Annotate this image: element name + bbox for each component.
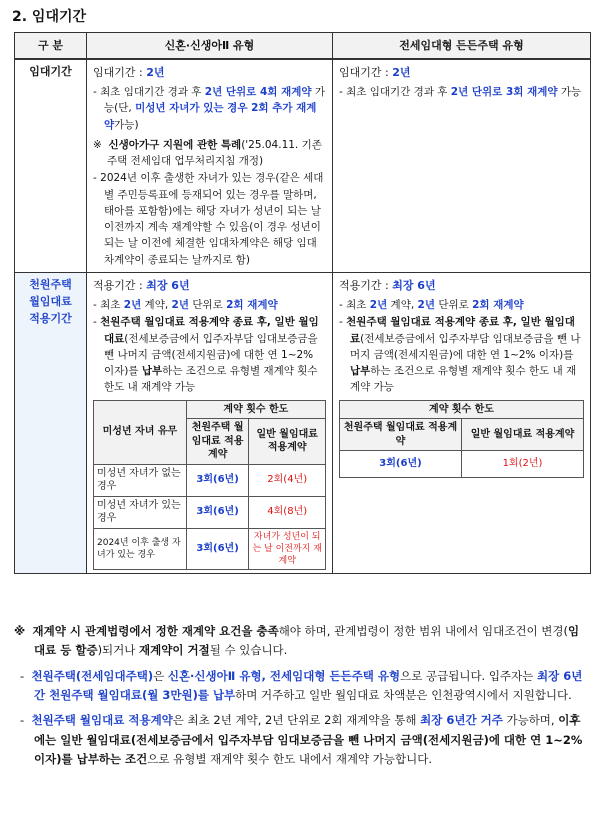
sub-header-minor-child: 미성년 자녀 유무 [94, 400, 187, 464]
note-renewal-requirement: ※ 재계약 시 관계법령에서 정한 재계약 요건을 충족해야 하며, 관계법령이 정한 범위 내에서 임대조건이 변경(임대료 등 할증)되거나 재계약이 거절될 수 있습니다. [14, 624, 580, 658]
lease-period-lead: 임대기간 : 2년 [93, 66, 165, 80]
apply-period-lead: 적용기간 : 최장 6년 [339, 279, 436, 293]
sub-header-general: 일반 월임대료 적용계약 [249, 419, 326, 465]
table-header-row [15, 33, 591, 60]
lease-period-lead: 임대기간 : 2년 [339, 66, 411, 80]
cell-jeonse-rent-period [333, 273, 591, 574]
cell-jeonse-lease-period [333, 59, 591, 272]
sub-header-group: 계약 횟수 한도 [340, 400, 584, 419]
newborn-special-note: ※ 신생아가구 지원에 관한 특례('25.04.11. 기존주택 전세임대 업무처리지침 개정) [93, 138, 322, 168]
contract-rule: - 최초 2년 계약, 2년 단위로 2회 재계약 [93, 299, 278, 312]
header-jeonse-type: 전세임대형 든든주택 유형 [333, 33, 591, 60]
sub-header-general: 일반 월임대료 적용계약 [462, 419, 584, 451]
contract-limit-table [93, 400, 326, 570]
section-title: 2. 임대기간 [12, 9, 87, 25]
sub-header-group: 계약 횟수 한도 [186, 400, 325, 419]
after-contract-rule: - 천원주택 월임대료 적용계약 종료 후, 일반 월임대료(전세보증금에서 입주자부담 임대보증금을 뺀 나머지 금액(전세지원금)에 대한 연 1~2% 이자)를 납부하는 조건으로 유형별 재계약 횟수 한도 내 재계약 가능 [339, 316, 581, 394]
contract-rule: - 최초 2년 계약, 2년 단위로 2회 재계약 [339, 299, 524, 312]
table-row: 2024년 이후 출생 자녀가 있는 경우 3회(6년) 자녀가 성년이 되는 날 이전까지 재계약 [94, 528, 326, 569]
newborn-special-rule: - 2024년 이후 출생한 자녀가 있는 경우(같은 세대별 주민등록표에 등재되어 있는 경우를 말하며, 태아를 포함함)에는 해당 자녀가 성년이 되는 날 이전까지 계속 재계약할 수 있음(이 경우 성년이 되는 날 이전에 체결한 임대차계약은 해당 임대차계약이 종료되는 날까지로 함) [93, 172, 324, 266]
table-row: 3회(6년) 1회(2년) [340, 451, 584, 478]
contract-limit-table [339, 400, 584, 478]
row-label-lease-period: 임대기간 [15, 59, 87, 272]
cell-newlywed-lease-period [87, 59, 333, 272]
renewal-rule: - 최초 임대기간 경과 후 2년 단위로 4회 재계약 가능(단, 미성년 자녀가 있는 경우 2회 추가 재계약가능) [93, 86, 325, 131]
sub-header-cheonwon: 천원주택 월임대료 적용계약 [186, 419, 249, 465]
table-row-rent-period [15, 273, 591, 574]
note-supply-type: - 천원주택(전세임대주택)은 신혼·신생아Ⅱ 유형, 전세임대형 든든주택 유형으로 공급됩니다. 입주자는 최장 6년간 천원주택 월임대료(월 3만원)를 납부하며 거주하고 일반 월임대료 차액분은 인천광역시에서 지원합니다. [20, 668, 583, 702]
table-row: 미성년 자녀가 있는 경우 3회(6년) 4회(8년) [94, 496, 326, 528]
sub-header-cheonwon: 천원주택 월임대료 적용계약 [340, 419, 462, 451]
row-label-rent-period: 천원주택 월임대료 적용기간 [15, 273, 87, 574]
lease-period-table [14, 32, 591, 574]
after-contract-rule: - 천원주택 월임대료 적용계약 종료 후, 일반 월임대료(전세보증금에서 입주자부담 임대보증금을 뺀 나머지 금액(전세지원금)에 대한 연 1~2% 이자)를 납부하는 조건으로 유형별 재계약 횟수 한도 내 재계약 가능 [93, 316, 319, 394]
cell-newlywed-rent-period [87, 273, 333, 574]
header-category: 구 분 [15, 33, 87, 60]
renewal-rule: - 최초 임대기간 경과 후 2년 단위로 3회 재계약 가능 [339, 86, 582, 99]
notes-section [14, 622, 590, 775]
apply-period-lead: 적용기간 : 최장 6년 [93, 279, 190, 293]
note-rent-contract: - 천원주택 월임대료 적용계약은 최초 2년 계약, 2년 단위로 2회 재계약을 통해 최장 6년간 거주 가능하며, 이후에는 일반 월임대료(전세보증금에서 입주자부담 임대보증금을 뺀 나머지 금액(전세지원금)에 대한 연 1~2% 이자)를 납부하는 조건으로 유형별 재계약 횟수 한도 내에서 재계약 가능합니다. [20, 713, 583, 766]
table-row: 미성년 자녀가 없는 경우 3회(6년) 2회(4년) [94, 464, 326, 496]
header-newlywed-type: 신혼·신생아Ⅱ 유형 [87, 33, 333, 60]
table-row-lease-period [15, 59, 591, 272]
